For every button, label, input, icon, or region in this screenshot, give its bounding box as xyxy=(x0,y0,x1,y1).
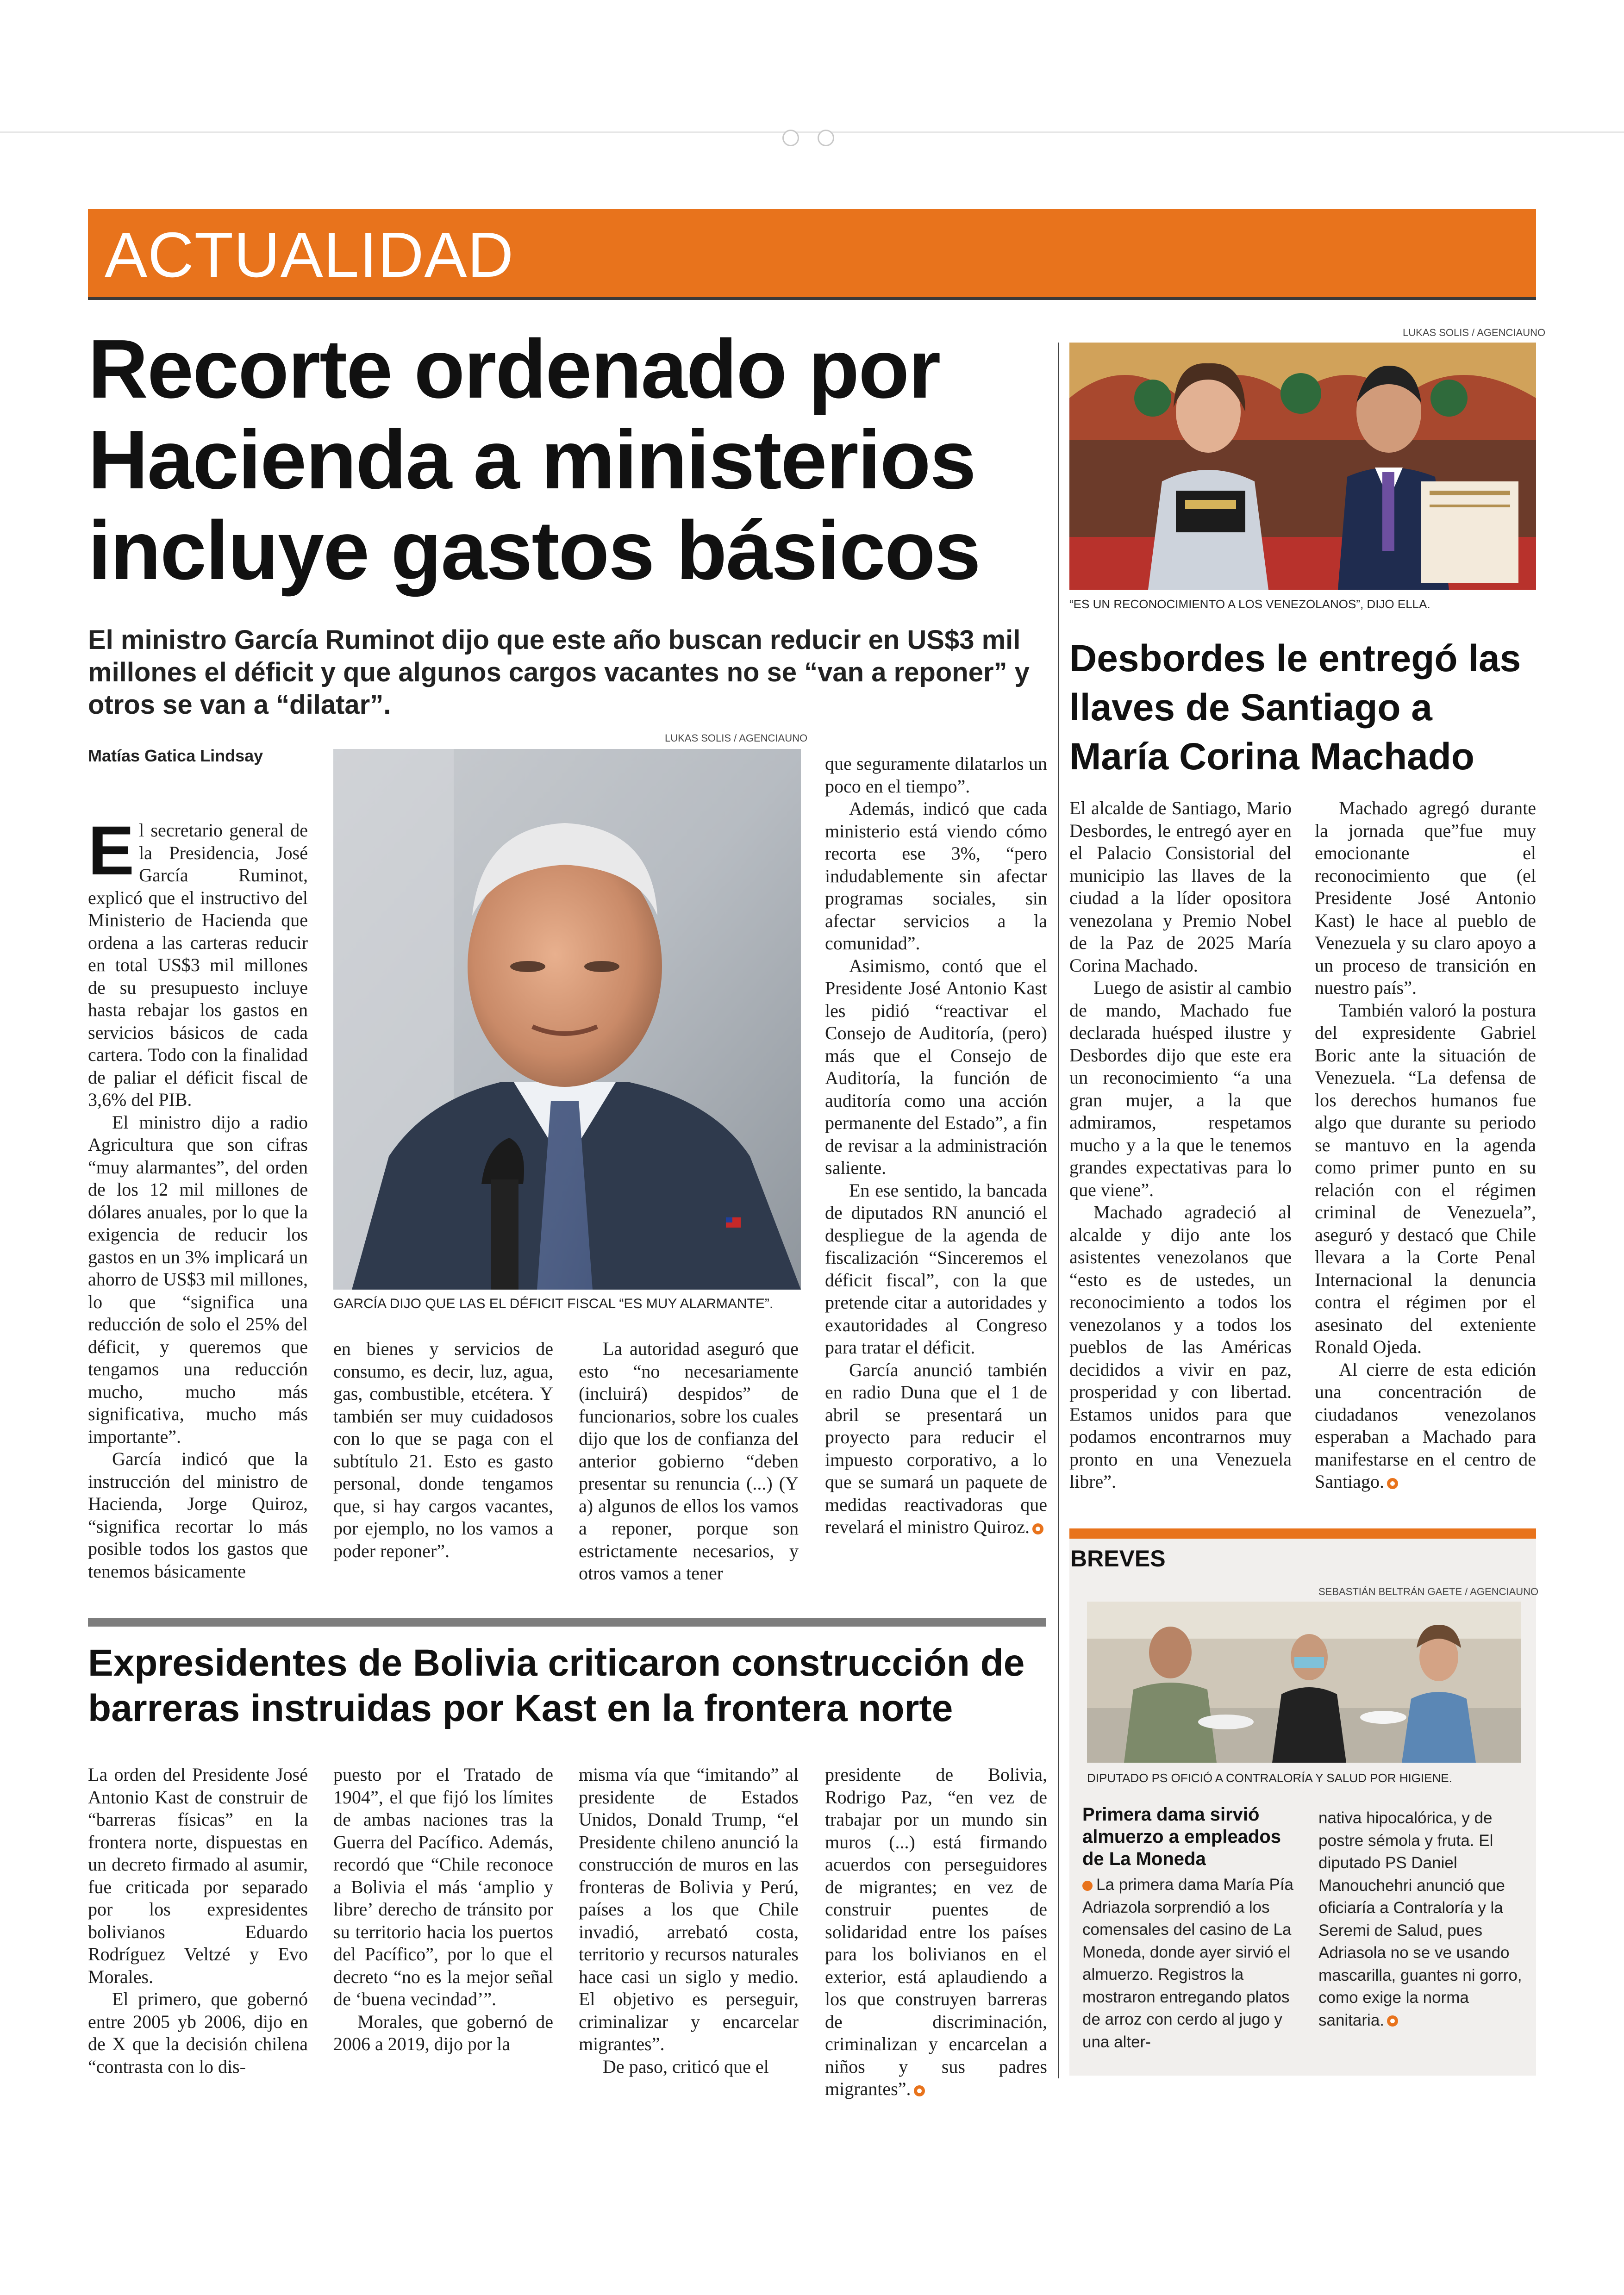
main-col-2 xyxy=(333,1338,553,1562)
main-col1-p3: García indicó que la instrucción del ministro de Hacienda, Jorge Quiroz, “significa recortar lo más posible todos los gastos que tenemos básicamente xyxy=(88,1448,308,1582)
bottom-col-1 xyxy=(88,1764,308,2078)
breves-col1-text: La primera dama María Pía Adriazola sorprendió a los comensales del casino de La Moneda, donde ayer sirvió el almuerzo. Registros la mostraron entregando platos de arroz con cerdo al jugo y una alter- xyxy=(1082,1876,1294,2051)
main-photo-caption: GARCÍA DIJO QUE LAS EL DÉFICIT FISCAL “ES MUY ALARMANTE”. xyxy=(333,1296,774,1311)
nav-dot-next[interactable] xyxy=(818,130,834,146)
main-headline: Recorte ordenado por Hacienda a ministerios incluye gastos básicos xyxy=(88,323,980,597)
bottom-col4-p1: presidente de Bolivia, Rodrigo Paz, “en vez de trabajar por un mundo sin muros (...) está firmando acuerdos con perseguidores de migrantes; en vez de construir puentes de solidaridad entre los países para los bolivianos en el exterior, está aplaudiendo a los que construyen barreras de discriminación, criminalizan y encarcelan a niños y sus padres migrantes”. xyxy=(825,1764,1047,2099)
ceremony-photo-image xyxy=(1069,343,1536,590)
side-photo-caption: “ES UN RECONOCIMIENTO A LOS VENEZOLANOS”, DIJO ELLA. xyxy=(1069,597,1430,611)
bottom-col2-p2: Morales, que gobernó de 2006 a 2019, dijo por la xyxy=(333,2011,553,2054)
column-divider xyxy=(1058,343,1059,2078)
section-header xyxy=(88,209,1536,297)
bottom-col-2 xyxy=(333,1764,553,2056)
main-col4-p5: García anunció también en radio Duna que el 1 de abril se presentará un proyecto para reducir el impuesto corporativo, a lo que se sumará un paquete de medidas reactivadoras que revelará el ministro Quiroz. xyxy=(825,1359,1047,1537)
main-col-3 xyxy=(579,1338,799,1585)
main-lead: El ministro García Ruminot dijo que este año buscan reducir en US$3 mil millones el déficit y que algunos cargos vacantes no se “van a reponer” y otros se van a “dilatar”. xyxy=(88,625,1030,720)
breves-photo xyxy=(1087,1602,1521,1763)
bottom-col1-p1: La orden del Presidente José Antonio Kast de construir de “barreras físicas” en la frontera norte, dispuestas en un decreto firmado al asumir, fue criticada por separado por los expresidentes bolivianos Eduardo Rodríguez Veltzé y Evo Morales. xyxy=(88,1764,308,1987)
bottom-headline: Expresidentes de Bolivia criticaron construcción de barreras instruidas por Kast en la frontera norte xyxy=(88,1642,1025,1729)
breves-col-2 xyxy=(1318,1807,1522,2032)
side-col2-p1: Machado agregó durante la jornada que”fue muy emocionante el reconocimiento que (el Presidente José Antonio Kast) le hace al pueblo de Venezuela y su claro apoyo a un proceso de transición en nuestro país”. xyxy=(1315,798,1536,998)
bottom-col2-p1: puesto por el Tratado de 1904”, el que fijó los límites de ambas naciones tras la Guerra del Pacífico. Además, recordó que “Chile reconoce a Bolivia el más ‘amplio y libre’ derecho de tránsito por su territorio hacia los puertos del Pacífico”, por lo que el decreto “no es la mejor señal de ‘buena vecindad’”. xyxy=(333,1764,553,2009)
end-mark-icon xyxy=(1032,1523,1043,1534)
nav-dot-prev[interactable] xyxy=(782,130,799,146)
breves-col-1 xyxy=(1082,1874,1300,2053)
main-col2-p1: en bienes y servicios de consumo, es decir, luz, agua, gas, combustible, etcétera. Y también ser muy cuidadosos con lo que se paga con el subtítulo 21. Esto es gasto personal, donde tengamos que, si hay cargos vacantes, por ejemplo, no los vamos a poder reponer”. xyxy=(333,1338,553,1561)
main-col4-p4: En ese sentido, la bancada de diputados RN anunció el despliegue de la agenda de fiscalización “Sinceremos el déficit fiscal”, con la que pretende citar a autoridades y exautoridades al Congreso para tratar el déficit. xyxy=(825,1179,1047,1358)
main-col1-p1: l secretario general de la Presidencia, José García Ruminot, explicó que el instructivo del Ministerio de Hacienda que ordena a las carteras reducir en total US$3 mil millones de su presupuesto incluye hasta rebajar los gastos en servicios básicos de cada cartera. Todo con la finalidad de paliar el déficit fiscal de 3,6% del PIB. xyxy=(88,820,308,1110)
breves-rule xyxy=(1069,1528,1536,1539)
breves-photo-caption: DIPUTADO PS OFICIÓ A CONTRALORÍA Y SALUD POR HIGIENE. xyxy=(1087,1771,1452,1785)
bottom-col3-p2: De paso, criticó que el xyxy=(603,2056,769,2077)
side-col1-p2: Luego de asistir al cambio de mando, Machado fue declarada huésped ilustre y Desbordes dijo que este era un reconocimiento “a una gran mujer, a la que admiramos, respetamos mucho y a la que le tenemos grandes expectativas para lo que viene”. xyxy=(1069,977,1292,1200)
bottom-article-rule xyxy=(88,1618,1046,1627)
main-col4-p2: Además, indicó que cada ministerio está viendo cómo recorta ese 3%, “pero indudablemente sin afectar programas sociales, sin afectar servicios a la comunidad”. xyxy=(825,798,1047,954)
bottom-col3-p1: misma vía que “imitando” al presidente de Estados Unidos, Donald Trump, “el Presidente chileno anunció la construcción de muros en las fronteras de Bolivia y Perú, países a los que Chile invadió, arrebató costa, territorio y recursos naturales hace casi un siglo y medio. El objetivo es perseguir, criminalizar y encarcelar migrantes”. xyxy=(579,1764,799,2054)
main-photo xyxy=(333,749,801,1290)
side-col2-p2: También valoró la postura del expresidente Gabriel Boric ante la situación de Venezuela. “La defensa de los derechos humanos fue algo que durante su periodo se mantuvo en la agenda como primer punto en su relación con el régimen criminal de Venezuela”, aseguró y destacó que Chile llevara a la Corte Penal Internacional la denuncia contra el régimen por el asesinato del exteniente Ronald Ojeda. xyxy=(1315,999,1536,1357)
section-label: ACTUALIDAD xyxy=(105,219,514,291)
bottom-col1-p2: El primero, que gobernó entre 2005 yb 2006, dijo en de X que la decisión chilena “contrasta con lo dis- xyxy=(88,1989,308,2077)
side-col1-p3: Machado agradeció al alcalde y dijo ante los asistentes venezolanos que “esto es de ustedes, un reconocimiento a todos los venezolanos y a todos los pueblos de las Américas decididos a vivir en paz, prosperidad y con libertad. Estamos unidos para que podamos encontrarnos muy pronto en una Venezuela libre”. xyxy=(1069,1202,1292,1492)
end-mark-icon xyxy=(1387,1478,1398,1489)
side-col-1 xyxy=(1069,797,1292,1493)
main-col4-p1: que seguramente dilatarlos un poco en el tiempo”. xyxy=(825,753,1047,797)
side-headline: Desbordes le entregó las llaves de Santiago a María Corina Machado xyxy=(1069,637,1521,778)
breves-label: BREVES xyxy=(1070,1546,1166,1572)
side-col1-p1: El alcalde de Santiago, Mario Desbordes, le entregó ayer en el Palacio Consistorial del municipio las llaves de la ciudad a la líder opositora venezolana y Premio Nobel de la Paz de 2025 María Corina Machado. xyxy=(1069,798,1292,976)
section-rule xyxy=(88,297,1536,300)
kitchen-photo-image xyxy=(1087,1602,1521,1763)
side-photo xyxy=(1069,343,1536,590)
bottom-col-3 xyxy=(579,1764,799,2078)
main-col3-p1: La autoridad aseguró que esto “no necesariamente (incluirá) despidos” de funcionarios, sobre los cuales dijo que los de confianza del anterior gobierno “deben presentar su renuncia (...) (Y a) algunos de ellos los vamos a reponer, porque son estrictamente necesarios, y otros vamos a tener xyxy=(579,1338,799,1584)
breves-headline: Primera dama sirvió almuerzo a empleados de La Moneda xyxy=(1082,1804,1281,1869)
dropcap: E xyxy=(88,811,135,889)
side-col2-p3: Al cierre de esta edición una concentración de ciudadanos venezolanos esperaban a Machado para manifestarse en el centro de Santiago. xyxy=(1315,1359,1536,1492)
main-col-1 xyxy=(88,811,308,1583)
main-col1-p2: El ministro dijo a radio Agricultura que son cifras “muy alarmantes”, del orden de los 12 mil millones de dólares anuales, por lo que la exigencia de reducir los gastos en un 3% implicará un ahorro de US$3 mil millones, lo que “significa una reducción de solo el 25% del déficit, y queremos que tengamos una reducción mucho, mucho más significativa, mucho más importante”. xyxy=(88,1111,308,1447)
page-nav-dots[interactable] xyxy=(782,130,853,149)
man-portrait-image xyxy=(333,749,801,1290)
end-mark-icon xyxy=(914,2085,925,2096)
main-col-4 xyxy=(825,753,1047,1539)
breves-col2-text: nativa hipocalórica, y de postre sémola y fruta. El diputado PS Daniel Manouchehri anunció que oficiaría a Contraloría y la Seremi de Salud, pues Adriasola no se ve usando mascarilla, guantes ni gorro, como exige la norma sanitaria. xyxy=(1318,1809,1522,2029)
main-col4-p3: Asimismo, contó que el Presidente José Antonio Kast les pidió “reactivar el Consejo de Auditoría, (pero) más que el Consejo de Auditoría, la función de auditoría como una acción permanente del Estado”, a fin de revisar a la administración saliente. xyxy=(825,955,1047,1178)
side-photo-credit: LUKAS SOLIS / AGENCIAUNO xyxy=(1403,327,1546,338)
bullet-icon xyxy=(1082,1881,1093,1891)
bottom-col-4 xyxy=(825,1764,1047,2101)
main-byline: Matías Gatica Lindsay xyxy=(88,746,263,765)
side-col-2 xyxy=(1315,797,1536,1493)
end-mark-icon xyxy=(1387,2015,1398,2027)
breves-photo-credit: SEBASTIÁN BELTRÁN GAETE / AGENCIAUNO xyxy=(1318,1586,1539,1597)
main-photo-credit: LUKAS SOLIS / AGENCIAUNO xyxy=(665,732,808,744)
